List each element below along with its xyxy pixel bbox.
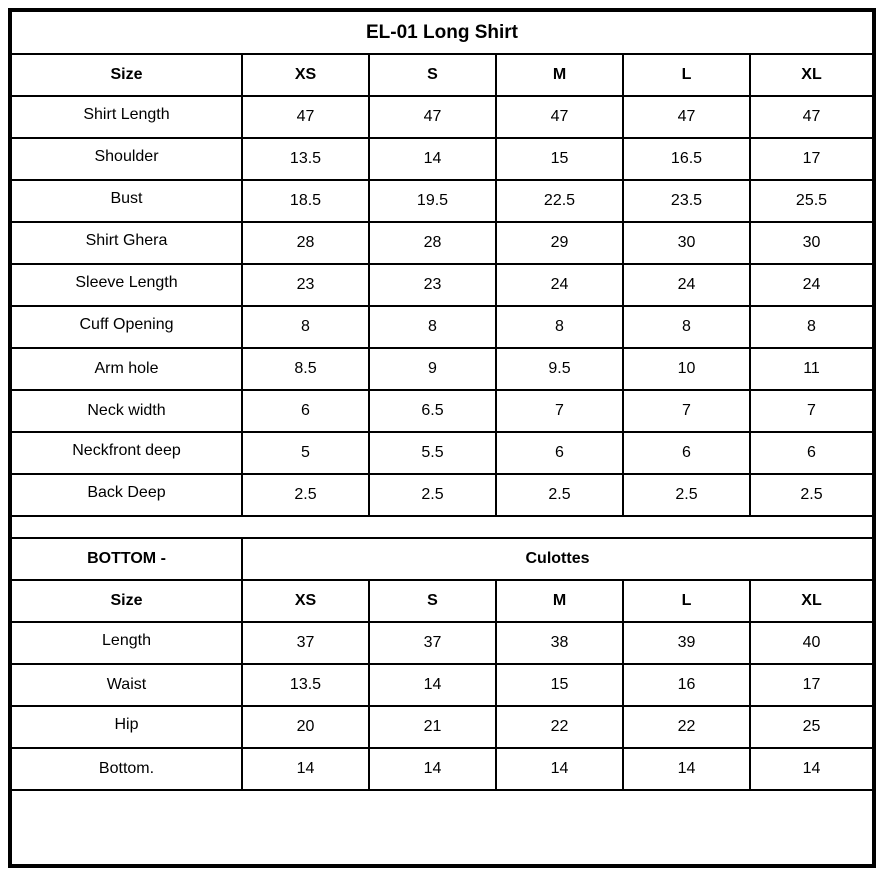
bottom-header-row	[12, 580, 872, 622]
table-cell: 9.5	[496, 348, 623, 390]
table-cell: 6.5	[369, 390, 496, 432]
row-label: Sleeve Length	[12, 264, 242, 306]
table-row	[12, 222, 872, 264]
table-cell: 14	[242, 748, 369, 790]
table-cell: 22	[496, 706, 623, 748]
row-label: Neckfront deep	[12, 432, 242, 474]
table-cell: 13.5	[242, 138, 369, 180]
table-cell: 18.5	[242, 180, 369, 222]
table-row	[12, 264, 872, 306]
table-cell: 22.5	[496, 180, 623, 222]
table-cell: 8	[623, 306, 750, 348]
table-row	[12, 622, 872, 664]
table-cell: 14	[369, 748, 496, 790]
table-cell: 14	[623, 748, 750, 790]
table-cell: 38	[496, 622, 623, 664]
table-cell: 7	[623, 390, 750, 432]
table-cell: 30	[623, 222, 750, 264]
table-row	[12, 138, 872, 180]
table-row	[12, 96, 872, 138]
table-cell: 30	[750, 222, 872, 264]
table-cell: 47	[369, 96, 496, 138]
table-cell: 6	[496, 432, 623, 474]
header-cell: XS	[242, 54, 369, 96]
header-cell: S	[369, 580, 496, 622]
table-cell: 16	[623, 664, 750, 706]
table-cell: 8	[242, 306, 369, 348]
table-cell: 14	[750, 748, 872, 790]
table-cell: 47	[496, 96, 623, 138]
table-cell: 47	[750, 96, 872, 138]
table-cell: 15	[496, 138, 623, 180]
table-cell: 25.5	[750, 180, 872, 222]
table-cell: 8	[369, 306, 496, 348]
row-label: Cuff Opening	[12, 306, 242, 348]
table-cell: 7	[750, 390, 872, 432]
row-label: Bottom.	[12, 748, 242, 790]
table-cell: 9	[369, 348, 496, 390]
row-label: Shoulder	[12, 138, 242, 180]
size-chart-table	[12, 12, 872, 791]
table-cell: 13.5	[242, 664, 369, 706]
table-cell: 47	[242, 96, 369, 138]
table-cell: 15	[496, 664, 623, 706]
table-cell: 28	[369, 222, 496, 264]
table-cell: 40	[750, 622, 872, 664]
title-row	[12, 12, 872, 54]
table-cell: 22	[623, 706, 750, 748]
shirt-header-row	[12, 54, 872, 96]
table-cell: 2.5	[369, 474, 496, 516]
row-label: Neck width	[12, 390, 242, 432]
table-cell: 8.5	[242, 348, 369, 390]
table-cell: 23	[242, 264, 369, 306]
table-cell: 14	[369, 138, 496, 180]
bottom-title-row	[12, 538, 872, 580]
bottom-label: BOTTOM -	[12, 538, 242, 580]
header-cell: XL	[750, 54, 872, 96]
header-cell: M	[496, 54, 623, 96]
header-cell: XL	[750, 580, 872, 622]
table-row	[12, 390, 872, 432]
table-row	[12, 474, 872, 516]
table-cell: 29	[496, 222, 623, 264]
table-cell: 21	[369, 706, 496, 748]
row-label: Back Deep	[12, 474, 242, 516]
table-row	[12, 748, 872, 790]
header-cell: Size	[12, 580, 242, 622]
table-cell: 24	[750, 264, 872, 306]
table-cell: 11	[750, 348, 872, 390]
table-cell: 23.5	[623, 180, 750, 222]
table-cell: 2.5	[496, 474, 623, 516]
row-label: Shirt Length	[12, 96, 242, 138]
table-cell: 37	[242, 622, 369, 664]
table-cell: 24	[496, 264, 623, 306]
table-cell: 20	[242, 706, 369, 748]
header-cell: L	[623, 580, 750, 622]
table-cell: 6	[623, 432, 750, 474]
table-row	[12, 306, 872, 348]
table-cell: 2.5	[750, 474, 872, 516]
row-label: Bust	[12, 180, 242, 222]
spacer-cell	[12, 516, 872, 538]
table-cell: 5.5	[369, 432, 496, 474]
table-cell: 10	[623, 348, 750, 390]
table-cell: 23	[369, 264, 496, 306]
table-cell: 2.5	[242, 474, 369, 516]
table-cell: 2.5	[623, 474, 750, 516]
table-cell: 28	[242, 222, 369, 264]
chart-title: EL-01 Long Shirt	[12, 12, 872, 54]
table-cell: 8	[750, 306, 872, 348]
table-cell: 5	[242, 432, 369, 474]
table-cell: 39	[623, 622, 750, 664]
table-cell: 6	[750, 432, 872, 474]
row-label: Length	[12, 622, 242, 664]
bottom-type: Culottes	[242, 538, 872, 580]
table-cell: 25	[750, 706, 872, 748]
row-label: Shirt Ghera	[12, 222, 242, 264]
spacer-row	[12, 516, 872, 538]
table-cell: 14	[496, 748, 623, 790]
table-cell: 17	[750, 138, 872, 180]
header-cell: XS	[242, 580, 369, 622]
table-row	[12, 432, 872, 474]
table-cell: 8	[496, 306, 623, 348]
row-label: Waist	[12, 664, 242, 706]
table-cell: 47	[623, 96, 750, 138]
header-cell: L	[623, 54, 750, 96]
table-cell: 14	[369, 664, 496, 706]
size-chart-frame	[8, 8, 876, 868]
table-cell: 19.5	[369, 180, 496, 222]
table-cell: 16.5	[623, 138, 750, 180]
header-cell: S	[369, 54, 496, 96]
table-cell: 7	[496, 390, 623, 432]
row-label: Hip	[12, 706, 242, 748]
table-row	[12, 664, 872, 706]
table-cell: 37	[369, 622, 496, 664]
table-cell: 6	[242, 390, 369, 432]
header-cell: Size	[12, 54, 242, 96]
table-row	[12, 706, 872, 748]
table-row	[12, 348, 872, 390]
header-cell: M	[496, 580, 623, 622]
table-cell: 17	[750, 664, 872, 706]
table-row	[12, 180, 872, 222]
row-label: Arm hole	[12, 348, 242, 390]
table-cell: 24	[623, 264, 750, 306]
